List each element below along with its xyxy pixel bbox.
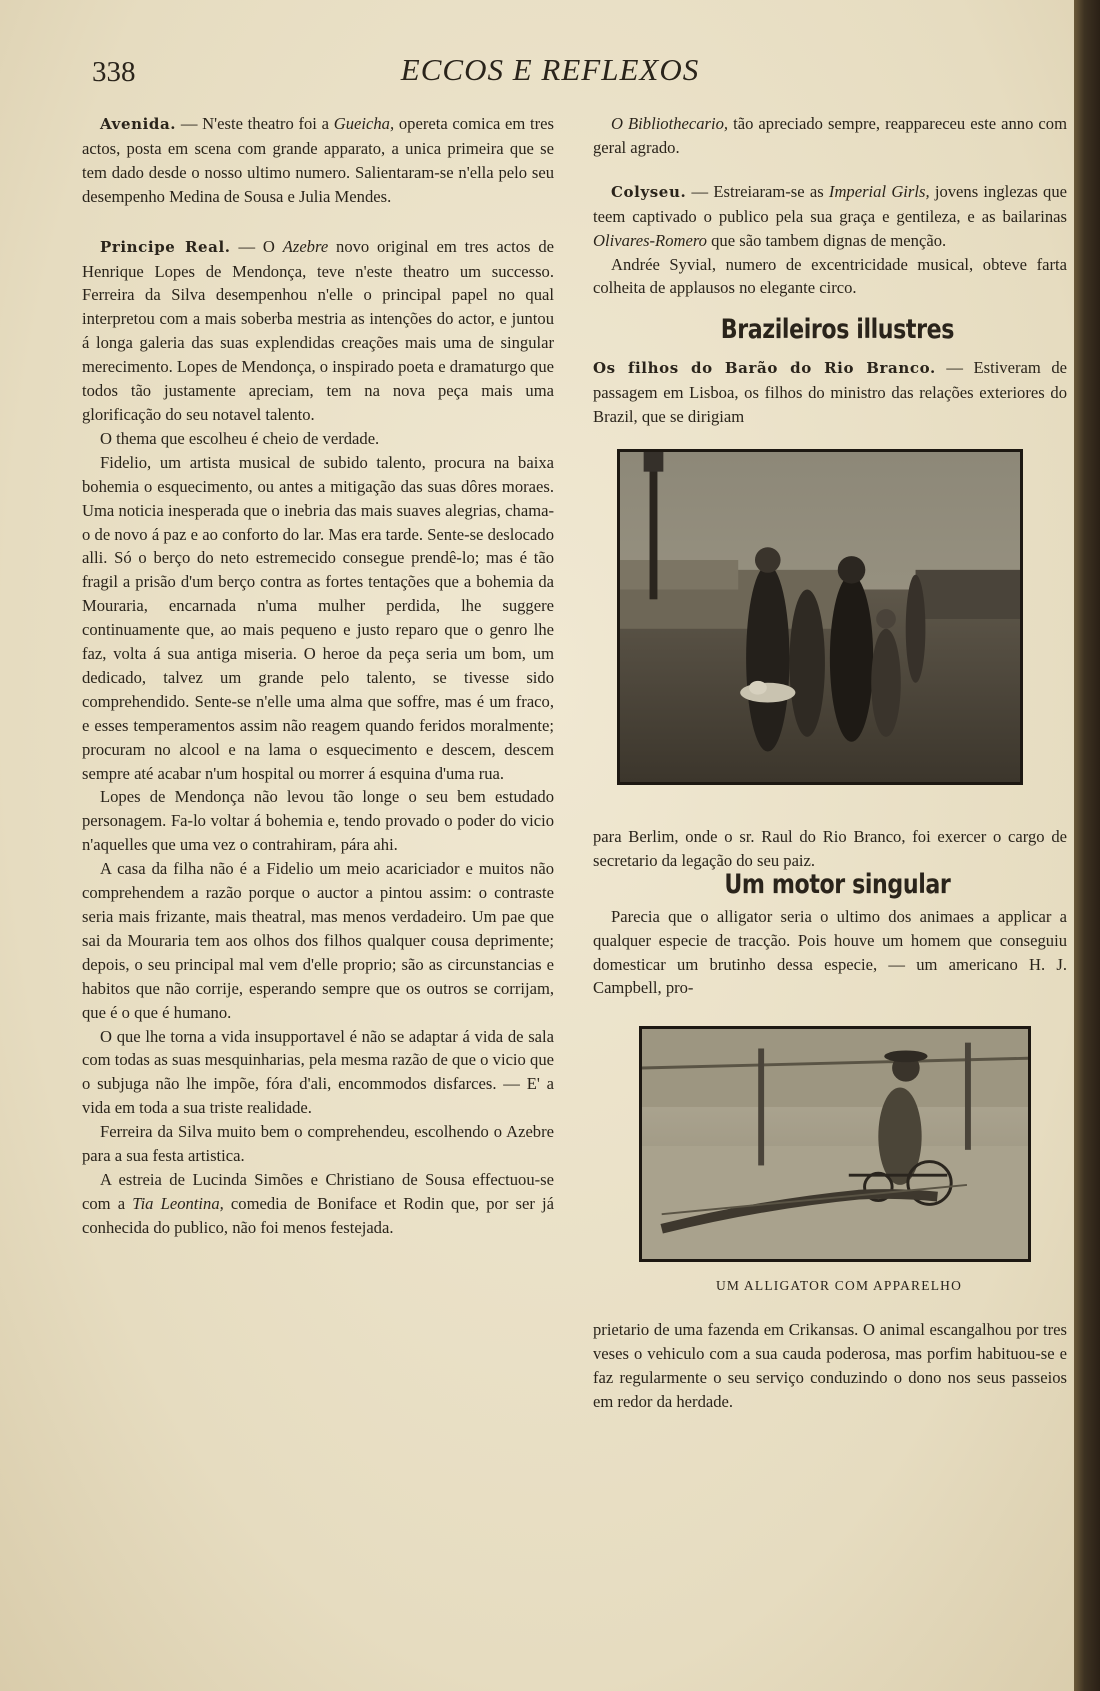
right-column xyxy=(593,112,1067,1414)
photo-alligator-with-apparatus-image xyxy=(642,1029,1028,1259)
page-edge-shadow xyxy=(1074,0,1100,1691)
thema-paragraph: O thema que escolheu é cheio de verdade. xyxy=(100,428,380,448)
avenida-text-2: opereta comica em tres actos, posta em scena com grande apparato, a unica primeira que se tem dado desde o nosso ultimo numero. Salientaram-se n'ella pelo seu desempenho Medina de Sousa e Julia Mendes. xyxy=(82,114,555,206)
photo-caption-alligator: UM ALLIGATOR COM APPARELHO xyxy=(715,1278,963,1294)
page-number: 338 xyxy=(92,56,136,88)
ferreira-paragraph: Ferreira da Silva muito bem o comprehendeu, escolhendo o Azebre para a sua festa artistica. xyxy=(82,1122,554,1166)
estreia-text-1: A estreia de Lucinda Simões e Christiano de Sousa effectuou-se com a xyxy=(82,1169,554,1213)
photo-rio-branco-children xyxy=(617,449,1023,785)
heading-brazileiros-illustres: Brazileiros illustres xyxy=(720,314,954,346)
colyseu-italic-2: Olivares-Romero xyxy=(593,230,707,250)
colyseu-italic-1: Imperial Girls, xyxy=(828,181,930,201)
colyseu-text-1: — Estreiaram-se as xyxy=(686,181,829,201)
parecia-paragraph: Parecia que o alligator seria o ultimo dos animaes a applicar a qualquer especie de tracção. Pois houve um homem que conseguiu domesticar um brutinho dessa especie, — um americano H. J. Campbell, pro- xyxy=(593,906,1067,998)
principe-real-lead: Principe Real. xyxy=(100,237,231,256)
casa-paragraph: A casa da filha não é a Fidelio um meio acariciador e muitos não comprehendem a razão porque o auctor a pintou assim: o contraste seria mais frizante, mais theatral, mas menos verdadeiro. Um pae que sai da Mouraria tem aos olhos dos filhos qualquer cousa deprimente; depois, o seu principal mal vem d'elle proprio; são as circunstancias e habitos que não corrije, esperando sempre que os outros se corrijam, que é o que é humano. xyxy=(82,859,554,1022)
filhos-text: — Estiveram de passagem em Lisboa, os filhos do ministro das relações exteriores do Brazil, que se dirigiam xyxy=(593,358,1067,427)
principe-real-text-1: — O xyxy=(230,236,283,256)
andree-paragraph: Andrée Syvial, numero de excentricidade musical, obteve farta colheita de applausos no elegante circo. xyxy=(593,254,1067,298)
photo-alligator-with-apparatus xyxy=(639,1026,1031,1262)
estreia-italic-title: Tia Leontina, xyxy=(132,1193,224,1213)
photo-rio-branco-children-image xyxy=(620,452,1020,782)
principe-real-paragraph xyxy=(82,235,554,427)
filhos-lead: Os filhos do Barão do Rio Branco. xyxy=(593,359,936,378)
heading-um-motor-singular: Um motor singular xyxy=(724,868,951,900)
avenida-italic-title: Gueicha, xyxy=(333,114,395,133)
bibliothecario-italic-title: O Bibliothecario, xyxy=(611,114,729,133)
prietario-paragraph: prietario de uma fazenda em Crikansas. O animal escangalhou por tres veses o vehiculo com a sua cauda poderosa, mas porfim habituou-se e faz regularmente o seu serviço conduzindo o dono nos seus passeios em redor da herdade. xyxy=(593,1320,1067,1411)
estreia-text-2: comedia de Boniface et Rodin que, por ser já conhecida do publico, não foi menos festejada. xyxy=(82,1193,554,1237)
filhos-paragraph xyxy=(593,356,1067,429)
colyseu-text-3: que são tambem dignas de menção. xyxy=(706,230,947,250)
bibliothecario-text: tão apreciado sempre, reappareceu este anno com geral agrado. xyxy=(593,114,1067,157)
avenida-lead: Avenida. xyxy=(100,115,177,133)
page-header xyxy=(0,48,1100,98)
avenida-text-1: — N'este theatro foi a xyxy=(176,114,334,133)
fidelio-paragraph: Fidelio, um artista musical de subido talento, procura na baixa bohemia o esquecimento, ou antes a mitigação das suas dôres moraes. Uma noticia inesperada que o inebria das mais suaves alegrias, chama-o de novo á paz e ao conforto do lar. Mas era tarde. Sente-se deslocado alli. Só o berço do neto estremecido consegue prendê-lo; mas é tão fragil a prisão d'um berço contra as fortes tentações que a bohemia da Mouraria, encarnada n'uma mulher perdida, lhe suggere continuamente que, ao mais pequeno e justo reparo que o genro lhe faz, volta á sua antiga miseria. O heroe da peça seria um bom, um dedicado, talvez um grande pelo talento, se tivesse sido comprehendido. Sente-se n'elle uma alma que soffre, mas é um fraco, e esses temperamentos assim não reagem quando feridos moralmente; procuram no alcool e na lama o esquecimento e descem, descem sempre até acabar n'um hospital ou morrer á esquina d'uma rua. xyxy=(82,452,554,783)
bibliothecario-paragraph xyxy=(593,112,1067,160)
berlim-paragraph: para Berlim, onde o sr. Raul do Rio Branco, foi exercer o cargo de secretario da legação do seu paiz. xyxy=(593,826,1067,870)
colyseu-text-2: jovens inglezas que teem captivado o publico pela sua graça e gentileza, e as bailarinas xyxy=(593,181,1067,226)
principe-real-italic-title: Azebre xyxy=(282,236,329,256)
principe-real-text-2: novo original em tres actos de Henrique Lopes de Mendonça, teve n'este theatro um successo. Ferreira da Silva desempenhou n'elle o principal papel no qual interpretou com a mais soberba mestria as intenções do actor, e juntou á longa galeria das suas explendidas creações mais uma de singular merecimento. Lopes de Mendonça, o inspirado poeta e dramaturgo que todos tão justamente apreciam, tem na nova peça mais uma glorificação do seu notavel talento. xyxy=(82,236,555,424)
torna-paragraph: O que lhe torna a vida insupportavel é não se adaptar á vida de sala com todas as suas mesquinharias, pela mesma razão de que o vicio que o subjuga não lhe impõe, fóra d'ali, encommodos disfarces. — E' a vida em toda a sua triste realidade. xyxy=(82,1026,554,1118)
lopes-paragraph: Lopes de Mendonça não levou tão longe o seu bem estudado personagem. Fa-lo voltar á bohemia e, tendo provado o poder do vicio n'aquelles que uma vez o contrahiram, pára ahi. xyxy=(82,787,554,855)
colyseu-paragraph xyxy=(593,180,1067,253)
left-column xyxy=(82,112,554,1240)
running-title: ECCOS E REFLEXOS xyxy=(400,52,700,87)
estreia-paragraph xyxy=(82,1168,554,1240)
avenida-paragraph xyxy=(82,112,554,209)
colyseu-lead: Colyseu. xyxy=(611,182,687,201)
